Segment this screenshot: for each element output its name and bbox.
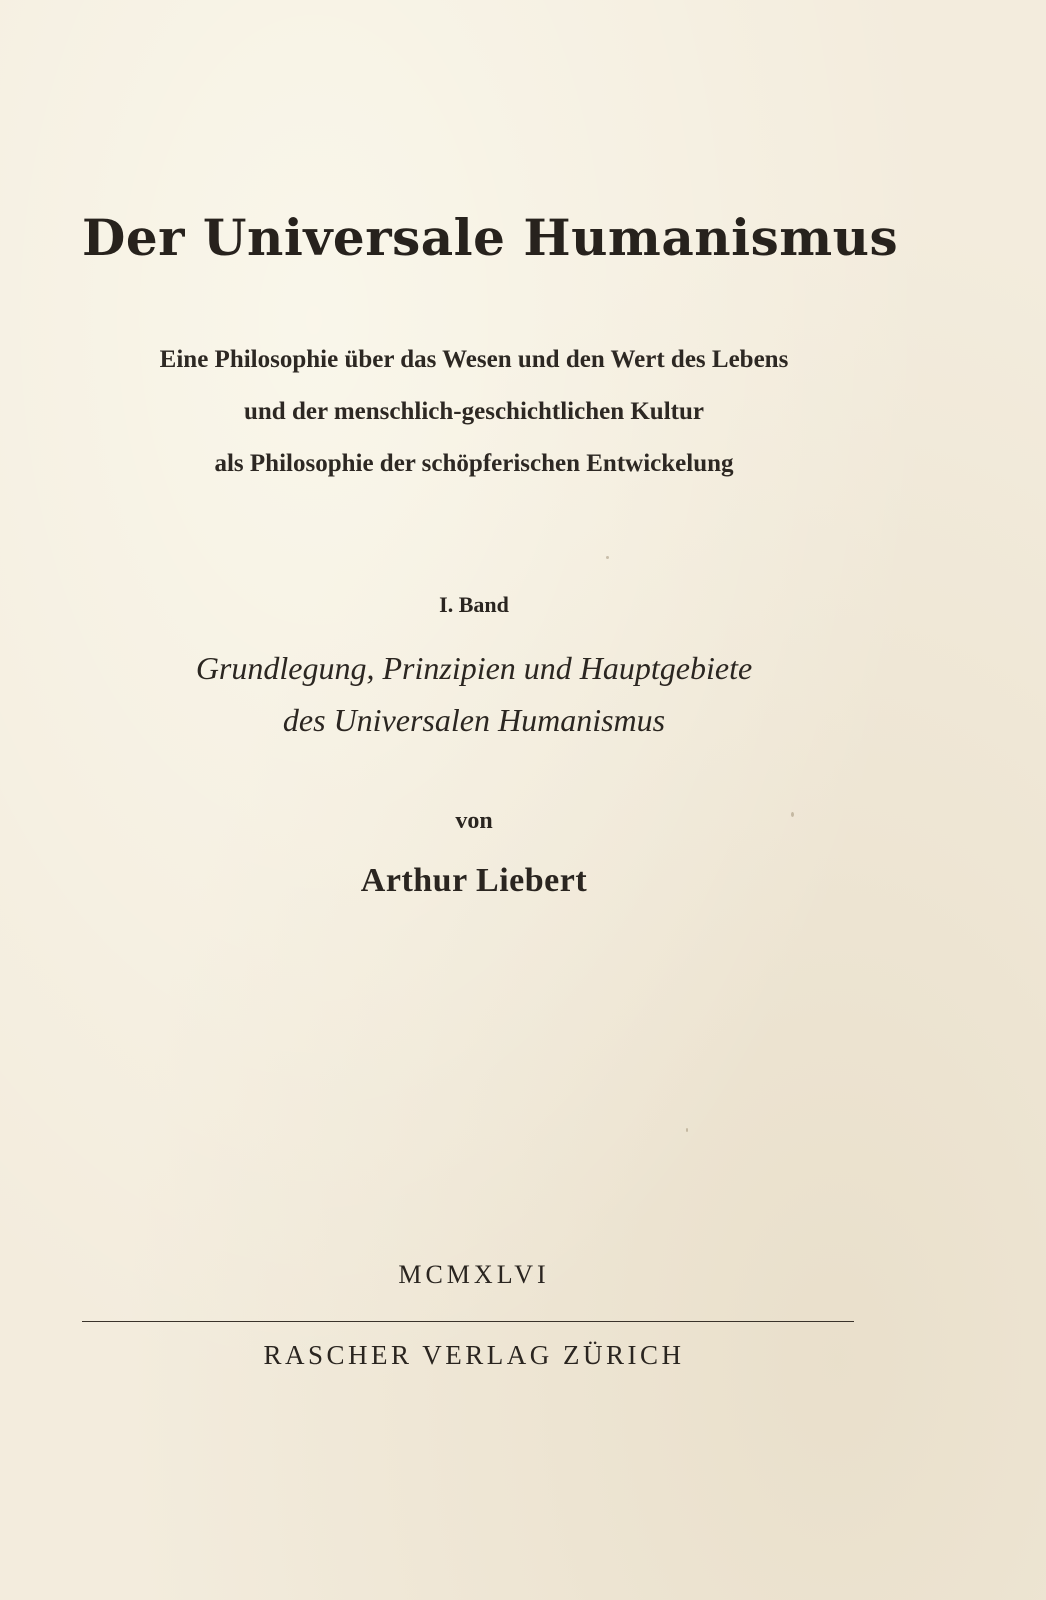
divider-rule [82, 1321, 854, 1322]
paper-speck [686, 1128, 688, 1132]
by-label: von [455, 808, 493, 834]
publication-year: MCMXLVI [398, 1260, 550, 1289]
paper-speck [791, 812, 794, 817]
volume-title-line-2: des Universalen Humanismus [282, 702, 666, 738]
publisher-imprint: RASCHER VERLAG ZÜRICH [263, 1340, 685, 1370]
subtitle-line-1: Eine Philosophie über das Wesen und den Wert des Lebens [159, 346, 789, 373]
book-title: Der Universale Humanismus [82, 208, 899, 267]
volume-label: I. Band [439, 592, 509, 617]
author-name: Arthur Liebert [360, 862, 588, 899]
subtitle-line-2: und der menschlich-geschichtlichen Kultur [244, 398, 704, 425]
paper-speck [606, 556, 609, 559]
subtitle-line-3: als Philosophie der schöpferischen Entwickelung [214, 450, 734, 477]
volume-title-line-1: Grundlegung, Prinzipien und Hauptgebiete [195, 650, 753, 686]
